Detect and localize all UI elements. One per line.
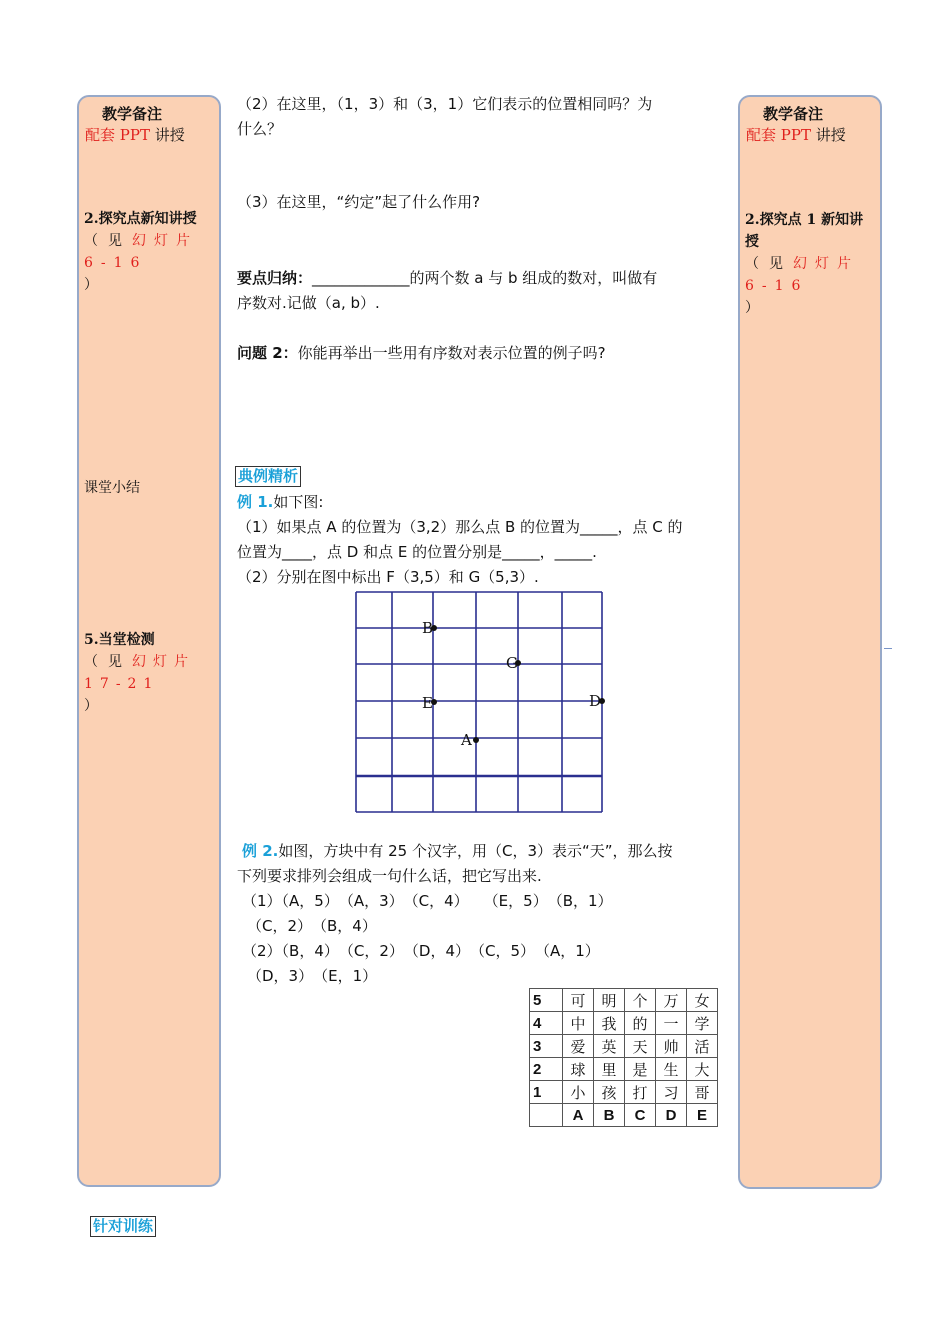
ppt-note — [85, 124, 185, 145]
example-2-label: 例 2. — [242, 842, 279, 860]
table-cell: 可 — [563, 989, 594, 1012]
table-row — [530, 989, 718, 1012]
key-points-text: _____________的两个数 a 与 b 组成的数对，叫做有 — [312, 269, 658, 287]
right-notes-panel — [738, 95, 882, 1189]
item-quiz — [84, 629, 216, 717]
row-number: 2 — [530, 1058, 563, 1081]
item5-heading: 5.当堂检测 — [84, 632, 155, 648]
problem-2-label: 问题 2： — [237, 344, 298, 362]
question-3: （3）在这里，“约定”起了什么作用? — [237, 193, 481, 211]
example-2-line2: 下列要求排列会组成一句什么话，把它写出来. — [237, 867, 542, 885]
corner-cell — [530, 1104, 563, 1127]
item2-close: ） — [745, 300, 759, 316]
character-table — [529, 988, 718, 1127]
example-1-q2: （2）分别在图中标出 F（3,5）和 G（5,3）. — [237, 568, 539, 586]
item2-heading: 2.探究点 1 新知讲授 — [745, 212, 864, 250]
sequence-1-line1: （1）（A，5） （A，3） （C，4） （E，5） （B，1） — [242, 892, 613, 910]
table-cell: 大 — [687, 1058, 718, 1081]
table-cell: 天 — [625, 1035, 656, 1058]
point-a-dot — [473, 737, 479, 743]
table-cell: 孩 — [594, 1081, 625, 1104]
question-2-line1: （2）在这里，（1，3）和（3，1）它们表示的位置相同吗？为 — [237, 95, 653, 113]
ppt-suffix: 讲授 — [810, 126, 846, 144]
item2-ref: 幻灯片6-16 — [84, 233, 198, 271]
sequence-2-line2: （D，3） （E，1） — [247, 967, 378, 985]
item5-ref: 幻灯片17-21 — [84, 654, 195, 692]
item2-open: （见 — [84, 233, 132, 249]
sequence-2-line1: （2）（B，4） （C，2） （D，4） （C，5） （A，1） — [242, 942, 600, 960]
item-new-knowledge — [745, 209, 877, 319]
table-cell: 爱 — [563, 1035, 594, 1058]
key-points-line2: 序数对.记做（a, b）. — [237, 294, 380, 312]
item2-heading: 2.探究点新知讲授 — [84, 211, 197, 227]
table-cell: 个 — [625, 989, 656, 1012]
ppt-note — [746, 124, 846, 145]
ppt-label: 配套 PPT — [746, 126, 811, 144]
example-2-text: 如图，方块中有 25 个汉字，用（C，3）表示“天”，那么按 — [278, 842, 673, 860]
item5-open: （见 — [84, 654, 132, 670]
table-cell: 学 — [687, 1012, 718, 1035]
problem-2 — [237, 341, 606, 366]
key-points-label: 要点归纳： — [237, 269, 313, 287]
table-cell: 里 — [594, 1058, 625, 1081]
table-cell: 是 — [625, 1058, 656, 1081]
table-cell: 英 — [594, 1035, 625, 1058]
table-row — [530, 1081, 718, 1104]
table-cell: 中 — [563, 1012, 594, 1035]
item2-open: （见 — [745, 256, 793, 272]
table-row — [530, 1012, 718, 1035]
table-cell: 万 — [656, 989, 687, 1012]
item-new-knowledge — [84, 208, 216, 296]
table-header-row — [530, 1104, 718, 1127]
column-label: D — [656, 1104, 687, 1127]
table-row — [530, 1035, 718, 1058]
table-cell: 我 — [594, 1012, 625, 1035]
ppt-suffix: 讲授 — [149, 126, 185, 144]
table-cell: 打 — [625, 1081, 656, 1104]
point-g-label: G — [506, 654, 518, 672]
sequence-1-line2: （C，2） （B，4） — [247, 917, 377, 935]
example-2-line1 — [242, 839, 673, 864]
ppt-label: 配套 PPT — [85, 126, 150, 144]
column-label: B — [594, 1104, 625, 1127]
point-d-label: D — [589, 692, 602, 710]
column-label: E — [687, 1104, 718, 1127]
example-1-text: 如下图: — [273, 493, 324, 511]
summary-label: 课堂小结 — [84, 480, 140, 496]
margin-mark — [884, 648, 892, 649]
row-number: 5 — [530, 989, 563, 1012]
notes-title: 教学备注 — [763, 105, 824, 123]
table-cell: 一 — [656, 1012, 687, 1035]
question-2-line2: 什么？ — [237, 120, 283, 138]
table-cell: 哥 — [687, 1081, 718, 1104]
practice-title: 针对训练 — [90, 1216, 156, 1237]
table-cell: 球 — [563, 1058, 594, 1081]
table-cell: 的 — [625, 1012, 656, 1035]
item2-close: ） — [84, 277, 98, 293]
point-a-label: A — [461, 731, 472, 749]
table-cell: 习 — [656, 1081, 687, 1104]
example-1-q1-line2: 位置为____，点 D 和点 E 的位置分别是_____，_____. — [237, 543, 597, 561]
table-cell: 活 — [687, 1035, 718, 1058]
example-1-intro — [237, 490, 323, 515]
item5-close: ） — [84, 698, 98, 714]
table-cell: 明 — [594, 989, 625, 1012]
table-cell: 生 — [656, 1058, 687, 1081]
example-1-label: 例 1. — [237, 493, 274, 511]
point-e-label: E — [422, 694, 433, 712]
notes-title: 教学备注 — [102, 105, 163, 123]
example-1-q1-line1: （1）如果点 A 的位置为（3,2）那么点 B 的位置为_____，点 C 的 — [237, 518, 683, 536]
coordinate-grid — [354, 590, 606, 818]
item2-ref: 幻灯片6-16 — [745, 256, 859, 294]
row-number: 3 — [530, 1035, 563, 1058]
problem-2-text: 你能再举出一些用有序数对表示位置的例子吗? — [297, 344, 606, 362]
key-points-line1 — [237, 266, 657, 291]
row-number: 4 — [530, 1012, 563, 1035]
table-cell: 女 — [687, 989, 718, 1012]
table-cell: 小 — [563, 1081, 594, 1104]
table-cell: 帅 — [656, 1035, 687, 1058]
column-label: A — [563, 1104, 594, 1127]
left-notes-panel — [77, 95, 221, 1187]
row-number: 1 — [530, 1081, 563, 1104]
table-row — [530, 1058, 718, 1081]
point-b-label: B — [422, 619, 434, 637]
section-title: 典例精析 — [235, 466, 301, 487]
column-label: C — [625, 1104, 656, 1127]
